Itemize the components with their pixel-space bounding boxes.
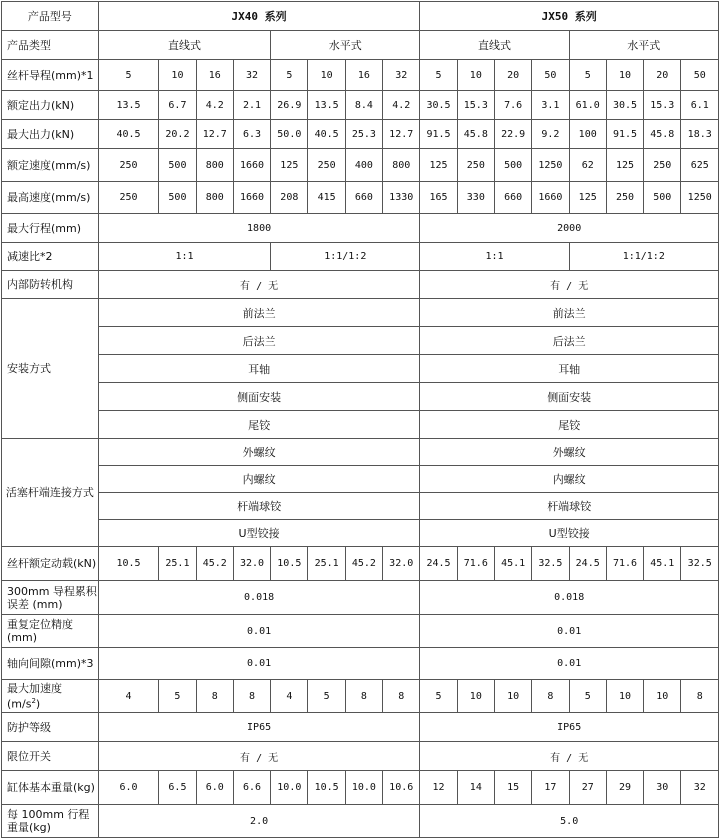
option-cell: 杆端球铰 — [98, 493, 420, 520]
value-cell: 62 — [569, 149, 606, 182]
option-cell: 尾铰 — [420, 411, 719, 439]
value-cell: 45.2 — [196, 547, 233, 581]
row-label: 额定出力(kN) — [2, 91, 99, 120]
value-cell: 0.01 — [98, 615, 420, 648]
option-cell: 前法兰 — [98, 299, 420, 327]
value-cell: 18.3 — [681, 120, 719, 149]
value-cell: 800 — [383, 149, 420, 182]
value-cell: 32 — [383, 60, 420, 91]
value-cell: 32 — [233, 60, 270, 91]
value-cell: 有 / 无 — [420, 742, 719, 771]
row-label: 内部防转机构 — [2, 271, 99, 299]
value-cell: 125 — [420, 149, 457, 182]
option-cell: U型铰接 — [98, 520, 420, 547]
label-main: 最大加速度 — [7, 681, 62, 695]
value-cell: 50 — [681, 60, 719, 91]
row-cum_error — [2, 581, 719, 615]
label-tail: ) — [35, 697, 41, 711]
value-cell: 500 — [159, 182, 196, 214]
value-cell: 250 — [644, 149, 681, 182]
value-cell: 16 — [345, 60, 382, 91]
row-mounting-option — [2, 327, 719, 355]
value-cell: 3.1 — [532, 91, 569, 120]
value-cell: 415 — [308, 182, 345, 214]
value-cell: 24.5 — [569, 547, 606, 581]
value-cell: 32.5 — [532, 547, 569, 581]
value-cell: 13.5 — [98, 91, 159, 120]
value-cell: 45.8 — [457, 120, 494, 149]
value-cell: 61.0 — [569, 91, 606, 120]
row-label — [2, 680, 99, 713]
value-cell: 20 — [644, 60, 681, 91]
value-cell: 6.5 — [159, 771, 196, 805]
value-cell: 71.6 — [606, 547, 643, 581]
value-cell: 7.6 — [494, 91, 531, 120]
value-cell: 8 — [196, 680, 233, 713]
value-cell: 50.0 — [271, 120, 308, 149]
value-cell: 10.0 — [271, 771, 308, 805]
value-cell: 13.5 — [308, 91, 345, 120]
value-cell: 1250 — [532, 149, 569, 182]
value-cell: 10 — [159, 60, 196, 91]
value-cell: 20 — [494, 60, 531, 91]
value-cell: 10.5 — [308, 771, 345, 805]
option-cell: 前法兰 — [420, 299, 719, 327]
value-cell: 400 — [345, 149, 382, 182]
value-cell: 8 — [532, 680, 569, 713]
row-dyn_load — [2, 547, 719, 581]
value-cell: 40.5 — [308, 120, 345, 149]
value-cell: 10 — [644, 680, 681, 713]
value-cell: 有 / 无 — [98, 742, 420, 771]
value-cell: 165 — [420, 182, 457, 214]
value-cell: 12.7 — [383, 120, 420, 149]
row-max_accel — [2, 680, 719, 713]
row-label: 丝杆导程(mm)*1 — [2, 60, 99, 91]
value-cell: 45.1 — [494, 547, 531, 581]
row-label: 减速比*2 — [2, 243, 99, 271]
spec-table — [1, 1, 719, 838]
value-cell: 10 — [457, 680, 494, 713]
value-cell: 6.0 — [98, 771, 159, 805]
option-cell: 杆端球铰 — [420, 493, 719, 520]
option-cell: 后法兰 — [420, 327, 719, 355]
value-cell: 有 / 无 — [98, 271, 420, 299]
row-mounting-option — [2, 355, 719, 383]
value-cell: 10.6 — [383, 771, 420, 805]
value-cell: 4 — [98, 680, 159, 713]
row-label: 额定速度(mm/s) — [2, 149, 99, 182]
row-label: 最大行程(mm) — [2, 214, 99, 243]
row-limit_switch — [2, 742, 719, 771]
value-cell: 0.01 — [420, 615, 719, 648]
row-stroke_weight — [2, 805, 719, 838]
value-cell: 500 — [644, 182, 681, 214]
row-axial_play — [2, 648, 719, 680]
option-cell: 侧面安装 — [420, 383, 719, 411]
row-max_force — [2, 120, 719, 149]
value-cell: 250 — [457, 149, 494, 182]
row-rod-end-option — [2, 439, 719, 466]
label-sup: 2 — [31, 696, 36, 705]
row-label: 最高速度(mm/s) — [2, 182, 99, 214]
label-unit: (m/s — [7, 697, 32, 711]
value-cell: 6.7 — [159, 91, 196, 120]
value-cell: 5.0 — [420, 805, 719, 838]
value-cell: 10.5 — [98, 547, 159, 581]
value-cell: 10.5 — [271, 547, 308, 581]
row-label: 轴向间隙(mm)*3 — [2, 648, 99, 680]
value-cell: 10 — [494, 680, 531, 713]
value-cell: 5 — [98, 60, 159, 91]
value-cell: 5 — [420, 680, 457, 713]
option-cell: 侧面安装 — [98, 383, 420, 411]
value-cell: 8 — [233, 680, 270, 713]
product-type-label: 产品类型 — [2, 31, 99, 60]
value-cell: 250 — [98, 149, 159, 182]
value-cell: 250 — [606, 182, 643, 214]
value-cell: 8 — [345, 680, 382, 713]
value-cell: 45.1 — [644, 547, 681, 581]
value-cell: 5 — [420, 60, 457, 91]
value-cell: 500 — [159, 149, 196, 182]
option-cell: 耳轴 — [98, 355, 420, 383]
value-cell: 4.2 — [196, 91, 233, 120]
value-cell: 800 — [196, 182, 233, 214]
value-cell: 5 — [308, 680, 345, 713]
option-cell: 耳轴 — [420, 355, 719, 383]
value-cell: 15 — [494, 771, 531, 805]
value-cell: 1250 — [681, 182, 719, 214]
row-rod-end-option — [2, 493, 719, 520]
row-label: 防护等级 — [2, 713, 99, 742]
value-cell: 208 — [271, 182, 308, 214]
row-rated_speed — [2, 149, 719, 182]
value-cell: 25.1 — [159, 547, 196, 581]
value-cell: 125 — [606, 149, 643, 182]
value-cell: 25.1 — [308, 547, 345, 581]
value-cell: 20.2 — [159, 120, 196, 149]
value-cell: 71.6 — [457, 547, 494, 581]
value-cell: 1330 — [383, 182, 420, 214]
option-cell: U型铰接 — [420, 520, 719, 547]
value-cell: 24.5 — [420, 547, 457, 581]
row-lead — [2, 60, 719, 91]
value-cell: 1800 — [98, 214, 420, 243]
value-cell: 有 / 无 — [420, 271, 719, 299]
row-label: 重复定位精度(mm) — [2, 615, 99, 648]
row-label: 300mm 导程累积误差 (mm) — [2, 581, 99, 615]
value-cell: 10 — [308, 60, 345, 91]
value-cell: 2.0 — [98, 805, 420, 838]
value-cell: 6.1 — [681, 91, 719, 120]
product-type-cell: 水平式 — [271, 31, 420, 60]
value-cell: 10.0 — [345, 771, 382, 805]
value-cell: 40.5 — [98, 120, 159, 149]
value-cell: 1:1 — [98, 243, 270, 271]
value-cell: 1:1/1:2 — [569, 243, 718, 271]
row-rod-end-option — [2, 520, 719, 547]
value-cell: IP65 — [420, 713, 719, 742]
value-cell: 10 — [606, 680, 643, 713]
value-cell: IP65 — [98, 713, 420, 742]
row-label: 每 100mm 行程重量(kg) — [2, 805, 99, 838]
row-rated_force — [2, 91, 719, 120]
row-label: 限位开关 — [2, 742, 99, 771]
product-type-cell: 直线式 — [98, 31, 270, 60]
row-label: 丝杆额定动载(kN) — [2, 547, 99, 581]
product-type-cell: 直线式 — [420, 31, 569, 60]
value-cell: 15.3 — [457, 91, 494, 120]
value-cell: 800 — [196, 149, 233, 182]
value-cell: 1660 — [233, 149, 270, 182]
value-cell: 50 — [532, 60, 569, 91]
value-cell: 32 — [681, 771, 719, 805]
option-cell: 尾铰 — [98, 411, 420, 439]
row-mounting-option — [2, 411, 719, 439]
value-cell: 30 — [644, 771, 681, 805]
value-cell: 45.8 — [644, 120, 681, 149]
value-cell: 2000 — [420, 214, 719, 243]
value-cell: 8 — [383, 680, 420, 713]
row-label: 活塞杆端连接方式 — [2, 439, 99, 547]
value-cell: 625 — [681, 149, 719, 182]
value-cell: 1:1/1:2 — [271, 243, 420, 271]
row-max_stroke — [2, 214, 719, 243]
value-cell: 22.9 — [494, 120, 531, 149]
value-cell: 0.01 — [98, 648, 420, 680]
header-type-row — [2, 31, 719, 60]
value-cell: 250 — [98, 182, 159, 214]
value-cell: 8.4 — [345, 91, 382, 120]
value-cell: 16 — [196, 60, 233, 91]
header-series-row — [2, 2, 719, 31]
value-cell: 29 — [606, 771, 643, 805]
row-base_weight — [2, 771, 719, 805]
value-cell: 1:1 — [420, 243, 569, 271]
value-cell: 32.5 — [681, 547, 719, 581]
row-label: 最大出力(kN) — [2, 120, 99, 149]
value-cell: 6.6 — [233, 771, 270, 805]
row-reduction — [2, 243, 719, 271]
value-cell: 6.3 — [233, 120, 270, 149]
value-cell: 250 — [308, 149, 345, 182]
value-cell: 1660 — [233, 182, 270, 214]
value-cell: 500 — [494, 149, 531, 182]
option-cell: 外螺纹 — [420, 439, 719, 466]
value-cell: 9.2 — [532, 120, 569, 149]
row-label: 安装方式 — [2, 299, 99, 439]
row-mounting-option — [2, 299, 719, 327]
value-cell: 0.018 — [98, 581, 420, 615]
row-label: 缸体基本重量(kg) — [2, 771, 99, 805]
row-max_speed — [2, 182, 719, 214]
value-cell: 6.0 — [196, 771, 233, 805]
value-cell: 5 — [159, 680, 196, 713]
row-rod-end-option — [2, 466, 719, 493]
value-cell: 30.5 — [420, 91, 457, 120]
value-cell: 45.2 — [345, 547, 382, 581]
row-repeat_acc — [2, 615, 719, 648]
value-cell: 91.5 — [420, 120, 457, 149]
product-type-cell: 水平式 — [569, 31, 718, 60]
value-cell: 12.7 — [196, 120, 233, 149]
value-cell: 10 — [606, 60, 643, 91]
row-mounting-option — [2, 383, 719, 411]
value-cell: 0.018 — [420, 581, 719, 615]
value-cell: 27 — [569, 771, 606, 805]
value-cell: 14 — [457, 771, 494, 805]
row-anti_rotation — [2, 271, 719, 299]
value-cell: 32.0 — [233, 547, 270, 581]
value-cell: 5 — [569, 60, 606, 91]
value-cell: 125 — [569, 182, 606, 214]
value-cell: 32.0 — [383, 547, 420, 581]
value-cell: 8 — [681, 680, 719, 713]
value-cell: 25.3 — [345, 120, 382, 149]
option-cell: 内螺纹 — [420, 466, 719, 493]
option-cell: 内螺纹 — [98, 466, 420, 493]
value-cell: 660 — [494, 182, 531, 214]
value-cell: 4 — [271, 680, 308, 713]
value-cell: 91.5 — [606, 120, 643, 149]
series-jx50: JX50 系列 — [420, 2, 719, 31]
value-cell: 12 — [420, 771, 457, 805]
value-cell: 17 — [532, 771, 569, 805]
product-model-label: 产品型号 — [2, 2, 99, 31]
value-cell: 660 — [345, 182, 382, 214]
value-cell: 100 — [569, 120, 606, 149]
value-cell: 2.1 — [233, 91, 270, 120]
value-cell: 125 — [271, 149, 308, 182]
value-cell: 10 — [457, 60, 494, 91]
option-cell: 外螺纹 — [98, 439, 420, 466]
option-cell: 后法兰 — [98, 327, 420, 355]
value-cell: 330 — [457, 182, 494, 214]
value-cell: 0.01 — [420, 648, 719, 680]
value-cell: 4.2 — [383, 91, 420, 120]
value-cell: 30.5 — [606, 91, 643, 120]
series-jx40: JX40 系列 — [98, 2, 420, 31]
row-protection — [2, 713, 719, 742]
value-cell: 26.9 — [271, 91, 308, 120]
value-cell: 5 — [271, 60, 308, 91]
value-cell: 1660 — [532, 182, 569, 214]
value-cell: 15.3 — [644, 91, 681, 120]
value-cell: 5 — [569, 680, 606, 713]
